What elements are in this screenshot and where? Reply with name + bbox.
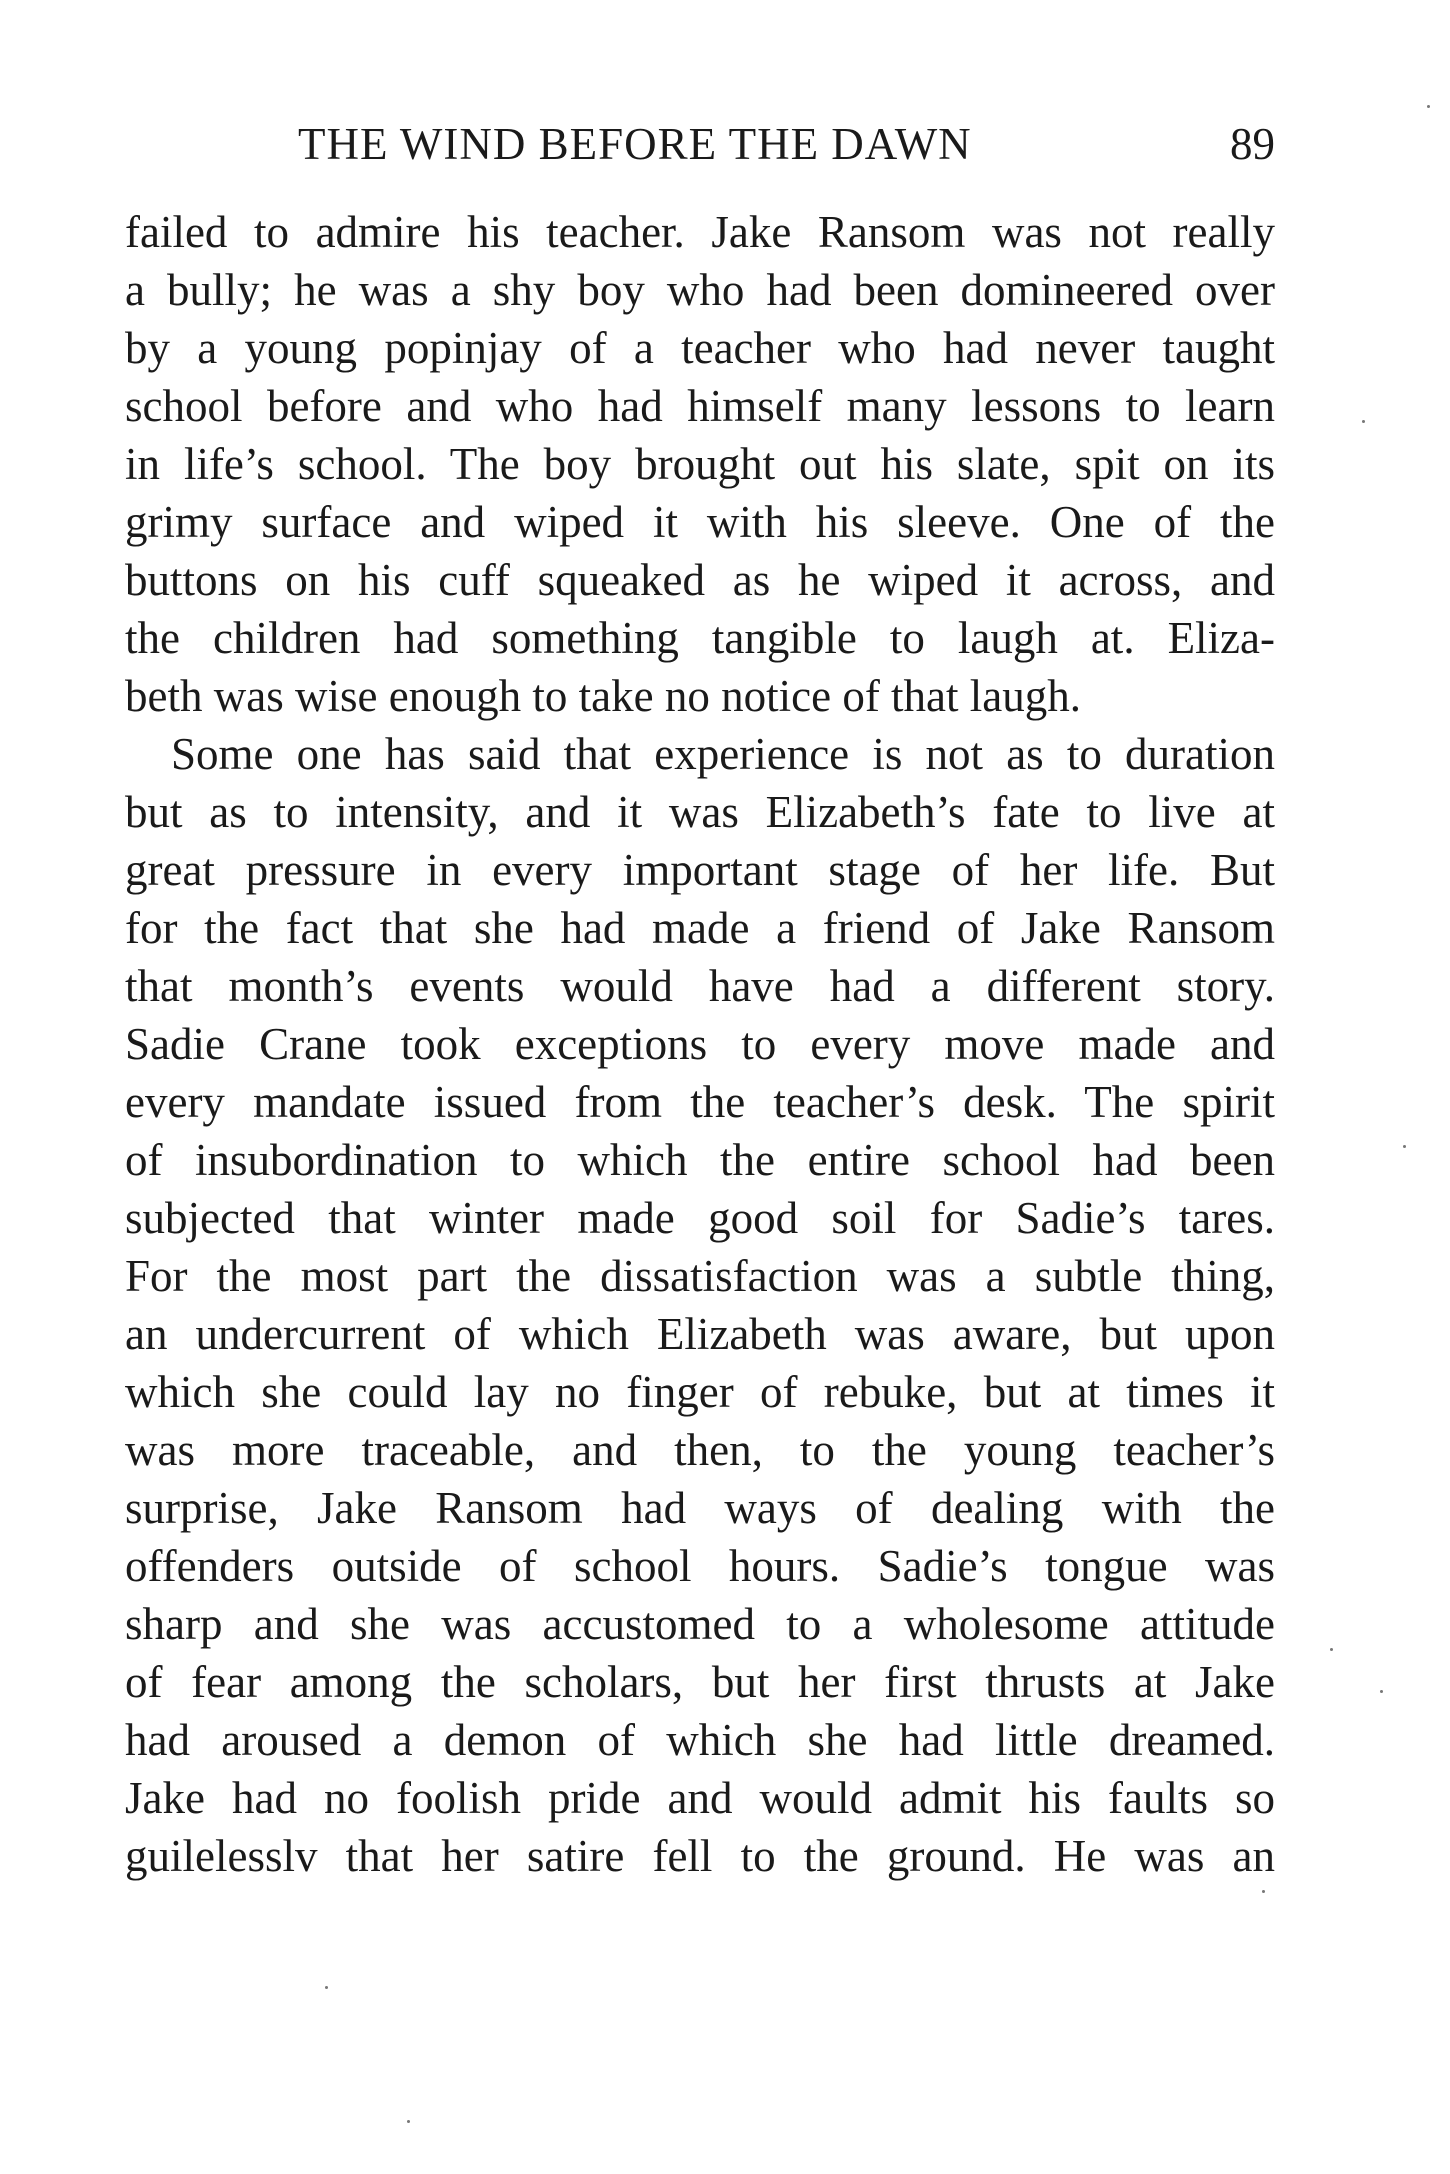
text-line: For the most part the dissatisfaction was a subtle thing, <box>125 1251 1275 1301</box>
text-line: every mandate issued from the teacher’s desk. The spirit <box>125 1077 1275 1127</box>
text-line: Some one has said that experience is not as to duration <box>171 729 1275 779</box>
text-line: of fear among the scholars, but her first thrusts at Jake <box>125 1657 1275 1707</box>
text-line: a bully; he was a shy boy who had been domineered over <box>125 265 1275 315</box>
text-line: was more traceable, and then, to the young teacher’s <box>125 1425 1275 1475</box>
text-line: for the fact that she had made a friend of Jake Ransom <box>125 903 1275 953</box>
text-line: sharp and she was accustomed to a wholesome attitude <box>125 1599 1275 1649</box>
scan-speck <box>1330 1648 1333 1651</box>
text-line: grimy surface and wiped it with his sleeve. One of the <box>125 497 1275 547</box>
text-line: by a young popinjay of a teacher who had never taught <box>125 323 1275 373</box>
page-header <box>125 118 1275 178</box>
scan-speck <box>1403 1145 1406 1148</box>
text-line: in life’s school. The boy brought out his slate, spit on its <box>125 439 1275 489</box>
text-line: an undercurrent of which Elizabeth was aware, but upon <box>125 1309 1275 1359</box>
paragraph <box>125 203 1275 725</box>
text-line: great pressure in every important stage of her life. But <box>125 845 1275 895</box>
text-line: the children had something tangible to laugh at. Eliza- <box>125 613 1275 663</box>
text-line: of insubordination to which the entire school had been <box>125 1135 1275 1185</box>
text-line: guilelesslv that her satire fell to the ground. He was an <box>125 1831 1275 1881</box>
running-head: THE WIND BEFORE THE DAWN <box>298 119 972 169</box>
body-text <box>125 203 1275 1885</box>
text-line: had aroused a demon of which she had little dreamed. <box>125 1715 1275 1765</box>
paragraph <box>125 725 1275 1885</box>
text-line: which she could lay no finger of rebuke, but at times it <box>125 1367 1275 1417</box>
scan-speck <box>1262 1890 1265 1893</box>
scan-speck <box>407 2120 410 2123</box>
scan-speck <box>1427 105 1430 108</box>
text-line: that month’s events would have had a different story. <box>125 961 1275 1011</box>
text-line: subjected that winter made good soil for Sadie’s tares. <box>125 1193 1275 1243</box>
text-line: Sadie Crane took exceptions to every move made and <box>125 1019 1275 1069</box>
text-line: surprise, Jake Ransom had ways of dealing with the <box>125 1483 1275 1533</box>
scan-speck <box>325 1986 328 1989</box>
text-line: failed to admire his teacher. Jake Ransom was not really <box>125 207 1275 257</box>
text-line: but as to intensity, and it was Elizabeth’s fate to live at <box>125 787 1275 837</box>
text-line: offenders outside of school hours. Sadie’s tongue was <box>125 1541 1275 1591</box>
scan-speck <box>1380 1690 1383 1693</box>
scan-speck <box>1362 420 1365 423</box>
text-line: Jake had no foolish pride and would admit his faults so <box>125 1773 1275 1823</box>
text-line: beth was wise enough to take no notice of that laugh. <box>125 671 1082 721</box>
text-line: school before and who had himself many lessons to learn <box>125 381 1275 431</box>
page-number: 89 <box>1230 119 1275 169</box>
text-line: buttons on his cuff squeaked as he wiped it across, and <box>125 555 1275 605</box>
